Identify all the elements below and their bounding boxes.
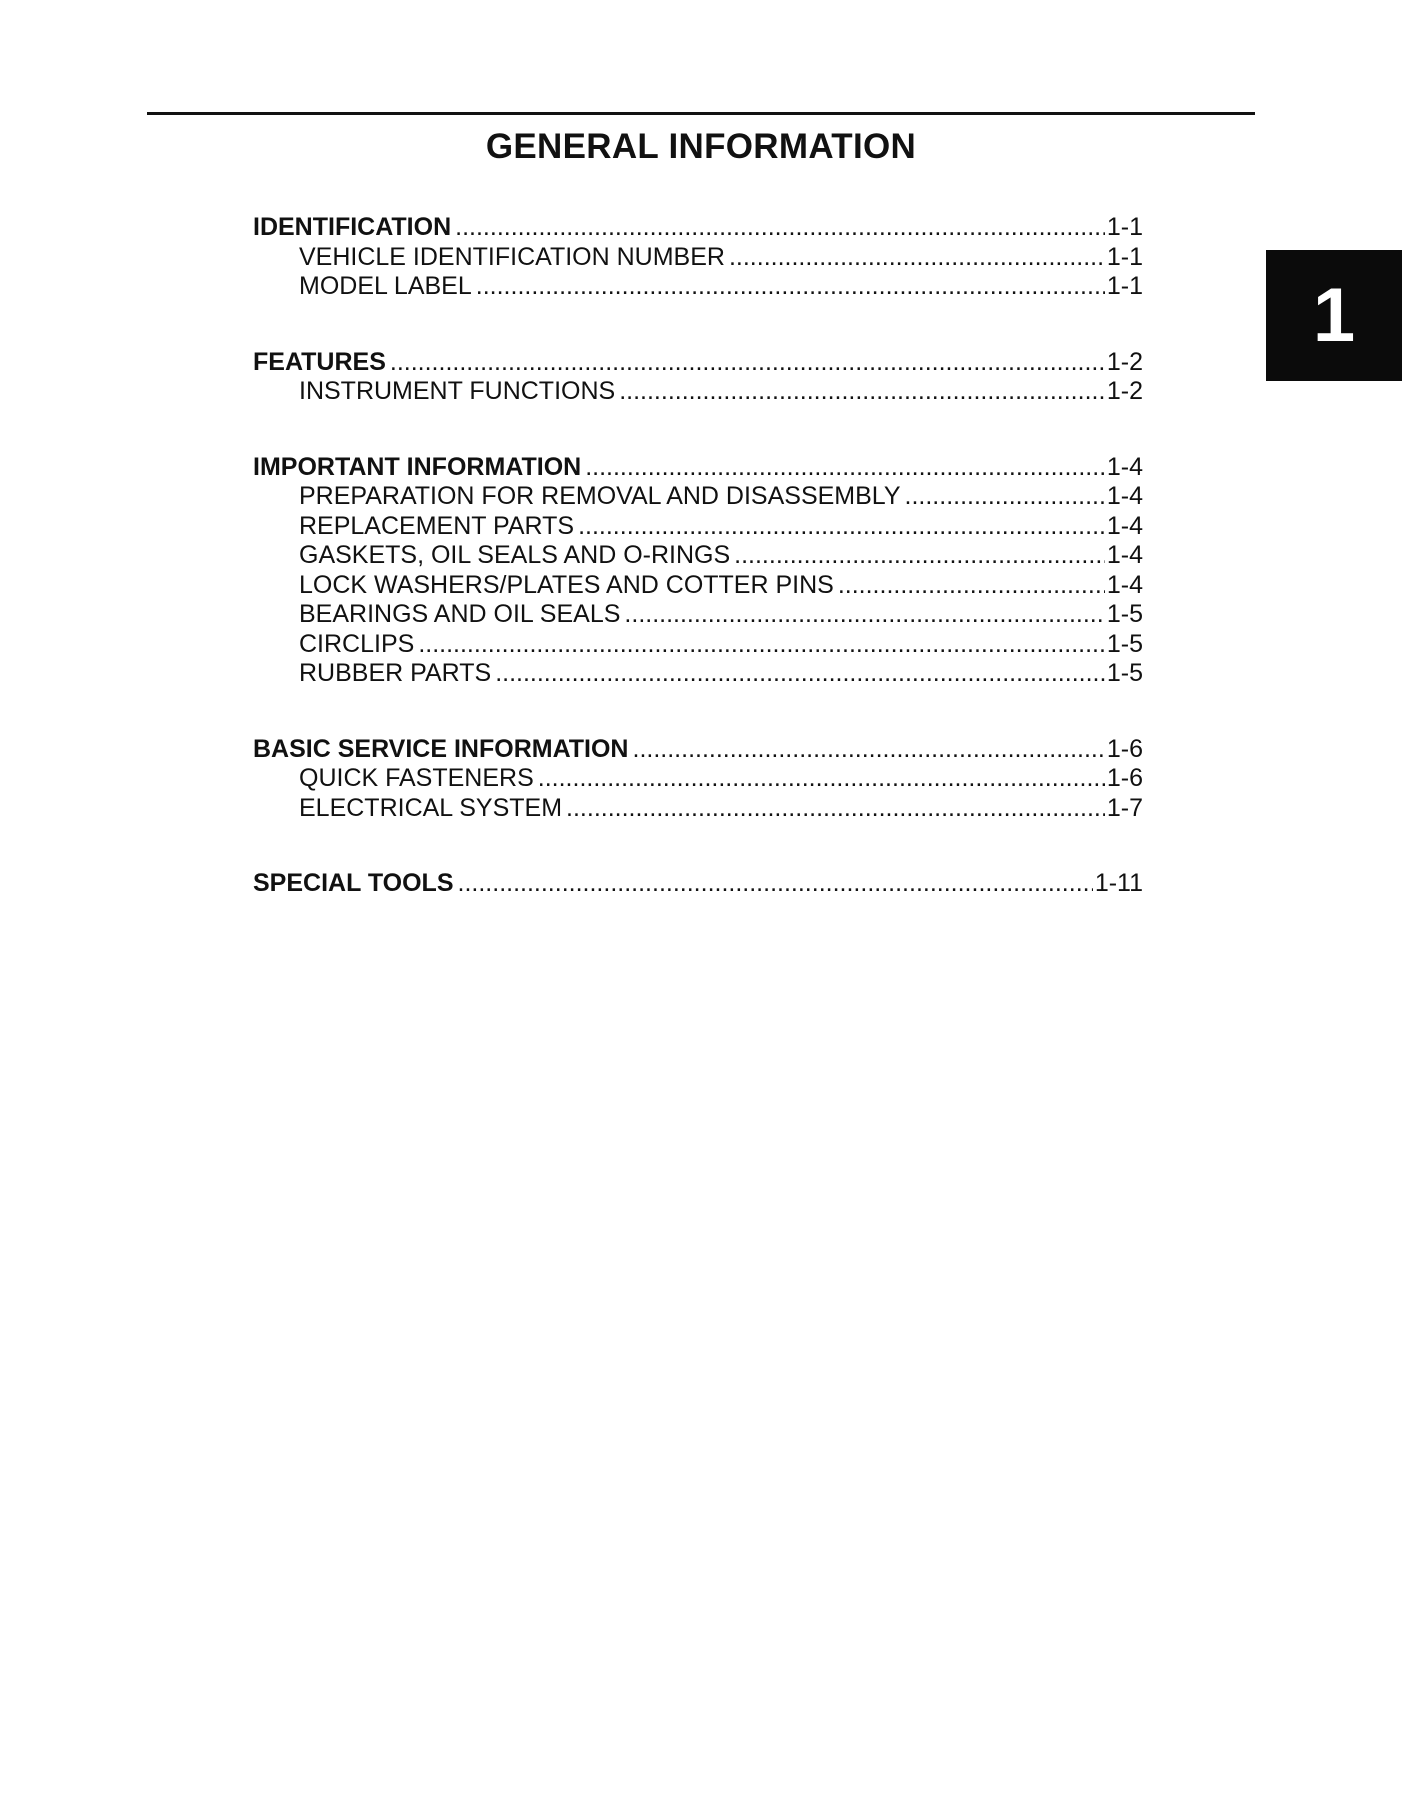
toc-entry-title: IMPORTANT INFORMATION	[253, 452, 582, 481]
toc-entry-page: 1-2	[1106, 377, 1143, 405]
dot-leader	[578, 512, 1105, 542]
toc-entry-page: 1-1	[1106, 272, 1143, 300]
toc-entry-page: 1-1	[1106, 242, 1143, 271]
dot-leader	[729, 243, 1105, 273]
dot-leader	[458, 869, 1093, 899]
toc-subentry[interactable]	[253, 600, 1143, 630]
page-title: GENERAL INFORMATION	[485, 127, 917, 166]
toc-entry-title: LOCK WASHERS/PLATES AND COTTER PINS	[299, 570, 834, 599]
toc-entry-title: GASKETS, OIL SEALS AND O-RINGS	[299, 541, 731, 569]
toc-section-heading[interactable]	[253, 348, 1143, 378]
toc-entry-title: QUICK FASTENERS	[299, 764, 534, 792]
toc-entry-page: 1-1	[1106, 213, 1143, 241]
toc-subentry[interactable]	[253, 764, 1143, 794]
toc-entry-page: 1-5	[1106, 659, 1143, 687]
toc-entry-title: REPLACEMENT PARTS	[299, 511, 575, 540]
toc-section-heading[interactable]	[253, 453, 1143, 483]
toc-subentry[interactable]	[253, 571, 1143, 601]
dot-leader	[624, 600, 1104, 630]
toc-entry-page: 1-11	[1094, 869, 1143, 897]
dot-leader	[619, 377, 1105, 407]
toc-entry-page: 1-7	[1106, 793, 1143, 822]
toc-subentry[interactable]	[253, 512, 1143, 542]
dot-leader	[495, 659, 1105, 689]
toc-subentry[interactable]	[253, 243, 1143, 273]
toc-section-heading[interactable]	[253, 869, 1143, 899]
toc-section	[253, 348, 1143, 407]
toc-section-heading[interactable]	[253, 213, 1143, 243]
toc-entry-page: 1-6	[1106, 764, 1143, 792]
dot-leader	[476, 272, 1105, 302]
toc-entry-title: MODEL LABEL	[299, 272, 472, 300]
toc-entry-title: BEARINGS AND OIL SEALS	[299, 600, 621, 628]
toc-entry-title: FEATURES	[253, 347, 386, 376]
toc-subentry[interactable]	[253, 272, 1143, 302]
toc-entry-title: SPECIAL TOOLS	[253, 869, 454, 897]
toc-entry-title: PREPARATION FOR REMOVAL AND DISASSEMBLY	[299, 482, 901, 510]
dot-leader	[566, 794, 1105, 824]
dot-leader	[418, 630, 1105, 660]
dot-leader	[455, 213, 1105, 243]
toc-entry-title: IDENTIFICATION	[253, 213, 452, 241]
toc-section	[253, 213, 1143, 302]
toc-subentry[interactable]	[253, 377, 1143, 407]
dot-leader	[585, 453, 1105, 483]
dot-leader	[734, 541, 1105, 571]
toc-entry-title: ELECTRICAL SYSTEM	[299, 793, 563, 822]
dot-leader	[538, 764, 1105, 794]
toc-entry-page: 1-2	[1106, 347, 1143, 376]
dot-leader	[633, 735, 1105, 765]
toc-subentry[interactable]	[253, 541, 1143, 571]
toc-entry-page: 1-4	[1106, 482, 1143, 510]
dot-leader	[838, 571, 1105, 601]
dot-leader	[390, 348, 1105, 378]
toc-section	[253, 453, 1143, 689]
toc-section	[253, 735, 1143, 824]
toc-entry-title: CIRCLIPS	[299, 629, 415, 658]
toc-entry-title: RUBBER PARTS	[299, 659, 492, 687]
toc-subentry[interactable]	[253, 482, 1143, 512]
toc-subentry[interactable]	[253, 630, 1143, 660]
toc-entry-page: 1-5	[1106, 600, 1143, 628]
toc-subentry[interactable]	[253, 659, 1143, 689]
chapter-tab: 1	[1266, 250, 1402, 381]
header-rule	[147, 112, 1255, 115]
toc-entry-title: VEHICLE IDENTIFICATION NUMBER	[299, 242, 725, 271]
toc-entry-page: 1-4	[1106, 541, 1143, 569]
dot-leader	[905, 482, 1105, 512]
toc-entry-title: BASIC SERVICE INFORMATION	[253, 734, 629, 763]
table-of-contents	[253, 213, 1143, 945]
toc-subentry[interactable]	[253, 794, 1143, 824]
toc-entry-title: INSTRUMENT FUNCTIONS	[299, 377, 616, 405]
toc-section	[253, 869, 1143, 899]
toc-entry-page: 1-5	[1106, 629, 1143, 658]
toc-entry-page: 1-4	[1106, 452, 1143, 481]
toc-entry-page: 1-6	[1106, 734, 1143, 763]
toc-section-heading[interactable]	[253, 735, 1143, 765]
toc-entry-page: 1-4	[1106, 511, 1143, 540]
toc-entry-page: 1-4	[1106, 570, 1143, 599]
